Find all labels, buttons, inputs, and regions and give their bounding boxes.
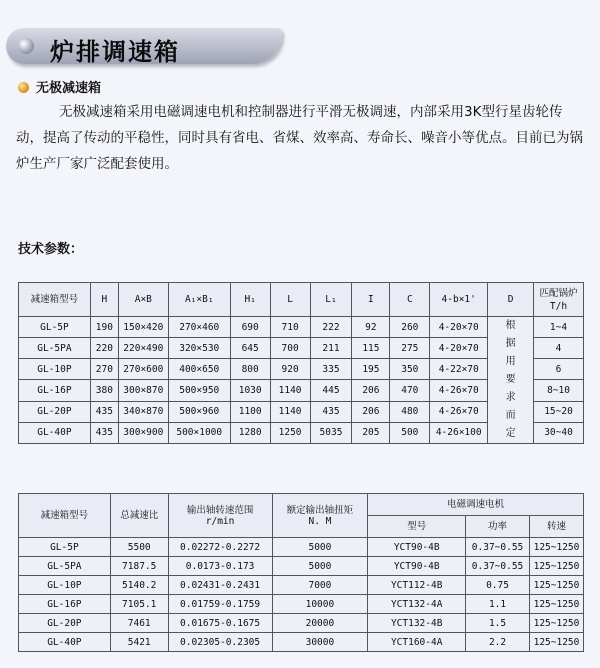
table-cell: 4-22×70 <box>430 359 488 380</box>
dimensions-table <box>18 282 584 444</box>
table-cell: 445 <box>310 380 352 401</box>
table-cell: 20000 <box>272 614 368 633</box>
table-cell: 1.5 <box>466 614 530 633</box>
table-cell: 7105.1 <box>110 595 168 614</box>
model-header-label: 减速箱型号 <box>40 510 89 521</box>
speed-unit-label: r/min <box>205 515 235 527</box>
model-cell: GL-5P <box>19 317 91 338</box>
table-cell: 480 <box>390 401 430 422</box>
boiler-capacity-cell: 15~20 <box>534 401 584 422</box>
section-bullet-icon <box>18 82 29 93</box>
d-column-text: 根据用要求而定 <box>505 320 516 439</box>
motor-group-header <box>368 494 584 516</box>
ratio-header <box>110 494 168 538</box>
column-header: D <box>488 283 534 317</box>
table-cell: 7000 <box>272 576 368 595</box>
table-row <box>19 614 584 633</box>
table-cell: YCT112-4B <box>368 576 466 595</box>
table-cell: 335 <box>310 359 352 380</box>
table-cell: 206 <box>352 401 390 422</box>
speed-range-header <box>168 494 272 538</box>
table-cell: 270×460 <box>168 317 230 338</box>
table-cell: 1030 <box>230 380 270 401</box>
table-row <box>19 557 584 576</box>
model-cell: GL-5PA <box>19 557 111 576</box>
model-cell: GL-20P <box>19 614 111 633</box>
table-cell: YCT90-4B <box>368 538 466 557</box>
table-cell: 1.1 <box>466 595 530 614</box>
speed-range-header-label: 输出轴转速范围 <box>186 504 254 516</box>
table-cell: 7187.5 <box>110 557 168 576</box>
table-cell: 4-26×70 <box>430 401 488 422</box>
params-label: 技术参数： <box>18 242 84 257</box>
table-cell: 0.01759-0.1759 <box>168 595 272 614</box>
intro-paragraph: 无极减速箱采用电磁调速电机和控制器进行平滑无极调速，内部采用3K型行星齿轮传动，提高了传动的平稳性，同时具有省电、省煤、效率高、寿命长、噪音小等优点。目前已为锅炉生产厂家广泛配套使用。 <box>16 104 583 172</box>
title-banner <box>6 28 282 64</box>
table-cell: 5000 <box>272 557 368 576</box>
table-cell: 500×950 <box>168 380 230 401</box>
table-cell: 92 <box>352 317 390 338</box>
table-cell: 320×530 <box>168 338 230 359</box>
table-cell: 300×870 <box>118 380 168 401</box>
model-cell: GL-5P <box>19 538 111 557</box>
table-cell: 222 <box>310 317 352 338</box>
table-cell: 1280 <box>230 422 270 443</box>
table-cell: YCT90-4B <box>368 557 466 576</box>
table-cell: 125~1250 <box>529 595 583 614</box>
table-cell: 115 <box>352 338 390 359</box>
table-cell: 4-20×70 <box>430 317 488 338</box>
table-cell: 300×900 <box>118 422 168 443</box>
table-cell: 220×490 <box>118 338 168 359</box>
table-cell: 0.37~0.55 <box>466 538 530 557</box>
table-cell: 340×870 <box>118 401 168 422</box>
column-header: 匹配锅炉 T/h <box>534 283 584 317</box>
table-cell: 125~1250 <box>529 614 583 633</box>
motor-model-header-label: 型号 <box>407 521 427 532</box>
table-cell: 5035 <box>310 422 352 443</box>
motor-speed-header <box>529 516 583 538</box>
boiler-capacity-cell: 30~40 <box>534 422 584 443</box>
motor-group-header-label: 电磁调速电机 <box>447 499 505 510</box>
model-cell: GL-10P <box>19 359 91 380</box>
column-header: 4-b×1' <box>430 283 488 317</box>
banner-bullet-icon <box>18 38 34 54</box>
table-cell: 1250 <box>270 422 310 443</box>
model-cell: GL-40P <box>19 633 111 652</box>
table-cell: 5000 <box>272 538 368 557</box>
model-cell: GL-16P <box>19 595 111 614</box>
table-row <box>19 595 584 614</box>
table-cell: YCT132-4B <box>368 614 466 633</box>
table-cell: 350 <box>390 359 430 380</box>
column-header: 减速箱型号 <box>19 283 91 317</box>
section-heading: 无极减速箱 <box>36 81 102 96</box>
table-cell: 435 <box>90 401 118 422</box>
table-cell: 4-26×70 <box>430 380 488 401</box>
column-header: C <box>390 283 430 317</box>
table-cell: 0.01675-0.1675 <box>168 614 272 633</box>
model-header <box>19 494 111 538</box>
model-cell: GL-20P <box>19 401 91 422</box>
table-cell: 435 <box>90 422 118 443</box>
ratio-header-label: 总减速比 <box>120 510 159 521</box>
boiler-capacity-cell: 6 <box>534 359 584 380</box>
table-cell: YCT132-4A <box>368 595 466 614</box>
torque-header <box>272 494 368 538</box>
table-cell: 0.37~0.55 <box>466 557 530 576</box>
table-cell: 275 <box>390 338 430 359</box>
motor-model-header <box>368 516 466 538</box>
table-cell: 270×600 <box>118 359 168 380</box>
torque-header-label: 额定输出轴扭矩 <box>286 504 354 516</box>
table-cell: 645 <box>230 338 270 359</box>
table-row <box>19 317 584 338</box>
table-cell: 30000 <box>272 633 368 652</box>
table-cell: 206 <box>352 380 390 401</box>
table-cell: 1140 <box>270 380 310 401</box>
motor-power-header-label: 功率 <box>488 521 508 532</box>
table-cell: 500 <box>390 422 430 443</box>
table-header-row <box>19 283 584 317</box>
table-cell: 4-20×70 <box>430 338 488 359</box>
table-cell: 0.02431-0.2431 <box>168 576 272 595</box>
motor-speed-header-label: 转速 <box>546 521 566 532</box>
column-header: A×B <box>118 283 168 317</box>
table-cell: 125~1250 <box>529 576 583 595</box>
table-cell: 220 <box>90 338 118 359</box>
d-column-merged-cell <box>488 317 534 444</box>
table-cell: 195 <box>352 359 390 380</box>
table-cell: 435 <box>310 401 352 422</box>
column-header: H <box>90 283 118 317</box>
table-cell: 205 <box>352 422 390 443</box>
boiler-capacity-cell: 8~10 <box>534 380 584 401</box>
column-header: A₁×B₁ <box>168 283 230 317</box>
table-cell: 690 <box>230 317 270 338</box>
table-cell: 700 <box>270 338 310 359</box>
table-cell: 0.02272-0.2272 <box>168 538 272 557</box>
motor-spec-table <box>18 493 584 652</box>
table-row <box>19 576 584 595</box>
table-cell: 5421 <box>110 633 168 652</box>
table-cell: 125~1250 <box>529 557 583 576</box>
table-cell: 0.02305-0.2305 <box>168 633 272 652</box>
table-cell: 500×1000 <box>168 422 230 443</box>
column-header: L <box>270 283 310 317</box>
table-cell: 125~1250 <box>529 538 583 557</box>
table-cell: 500×960 <box>168 401 230 422</box>
table-cell: 5140.2 <box>110 576 168 595</box>
table-cell: 150×420 <box>118 317 168 338</box>
table-cell: 4-26×100 <box>430 422 488 443</box>
table-cell: 125~1250 <box>529 633 583 652</box>
model-cell: GL-5PA <box>19 338 91 359</box>
page-title: 炉排调速箱 <box>50 38 180 66</box>
table-cell: 470 <box>390 380 430 401</box>
model-cell: GL-10P <box>19 576 111 595</box>
table-cell: 920 <box>270 359 310 380</box>
table-cell: 1100 <box>230 401 270 422</box>
table-cell: 0.75 <box>466 576 530 595</box>
boiler-capacity-cell: 1~4 <box>534 317 584 338</box>
table-cell: 5500 <box>110 538 168 557</box>
table-cell: 400×650 <box>168 359 230 380</box>
torque-unit-label: N. M <box>308 515 332 527</box>
table-header-row <box>19 494 584 516</box>
table-cell: 0.0173-0.173 <box>168 557 272 576</box>
column-header: I <box>352 283 390 317</box>
model-cell: GL-40P <box>19 422 91 443</box>
table-cell: 7461 <box>110 614 168 633</box>
boiler-capacity-cell: 4 <box>534 338 584 359</box>
model-cell: GL-16P <box>19 380 91 401</box>
table-cell: 190 <box>90 317 118 338</box>
table-cell: 211 <box>310 338 352 359</box>
table-cell: 270 <box>90 359 118 380</box>
table-cell: YCT160-4A <box>368 633 466 652</box>
column-header: L₁ <box>310 283 352 317</box>
column-header: H₁ <box>230 283 270 317</box>
table-cell: 1140 <box>270 401 310 422</box>
table-cell: 710 <box>270 317 310 338</box>
table-cell: 10000 <box>272 595 368 614</box>
motor-power-header <box>466 516 530 538</box>
table-row <box>19 538 584 557</box>
table-row <box>19 633 584 652</box>
table-cell: 2.2 <box>466 633 530 652</box>
table-cell: 260 <box>390 317 430 338</box>
table-cell: 800 <box>230 359 270 380</box>
table-cell: 380 <box>90 380 118 401</box>
